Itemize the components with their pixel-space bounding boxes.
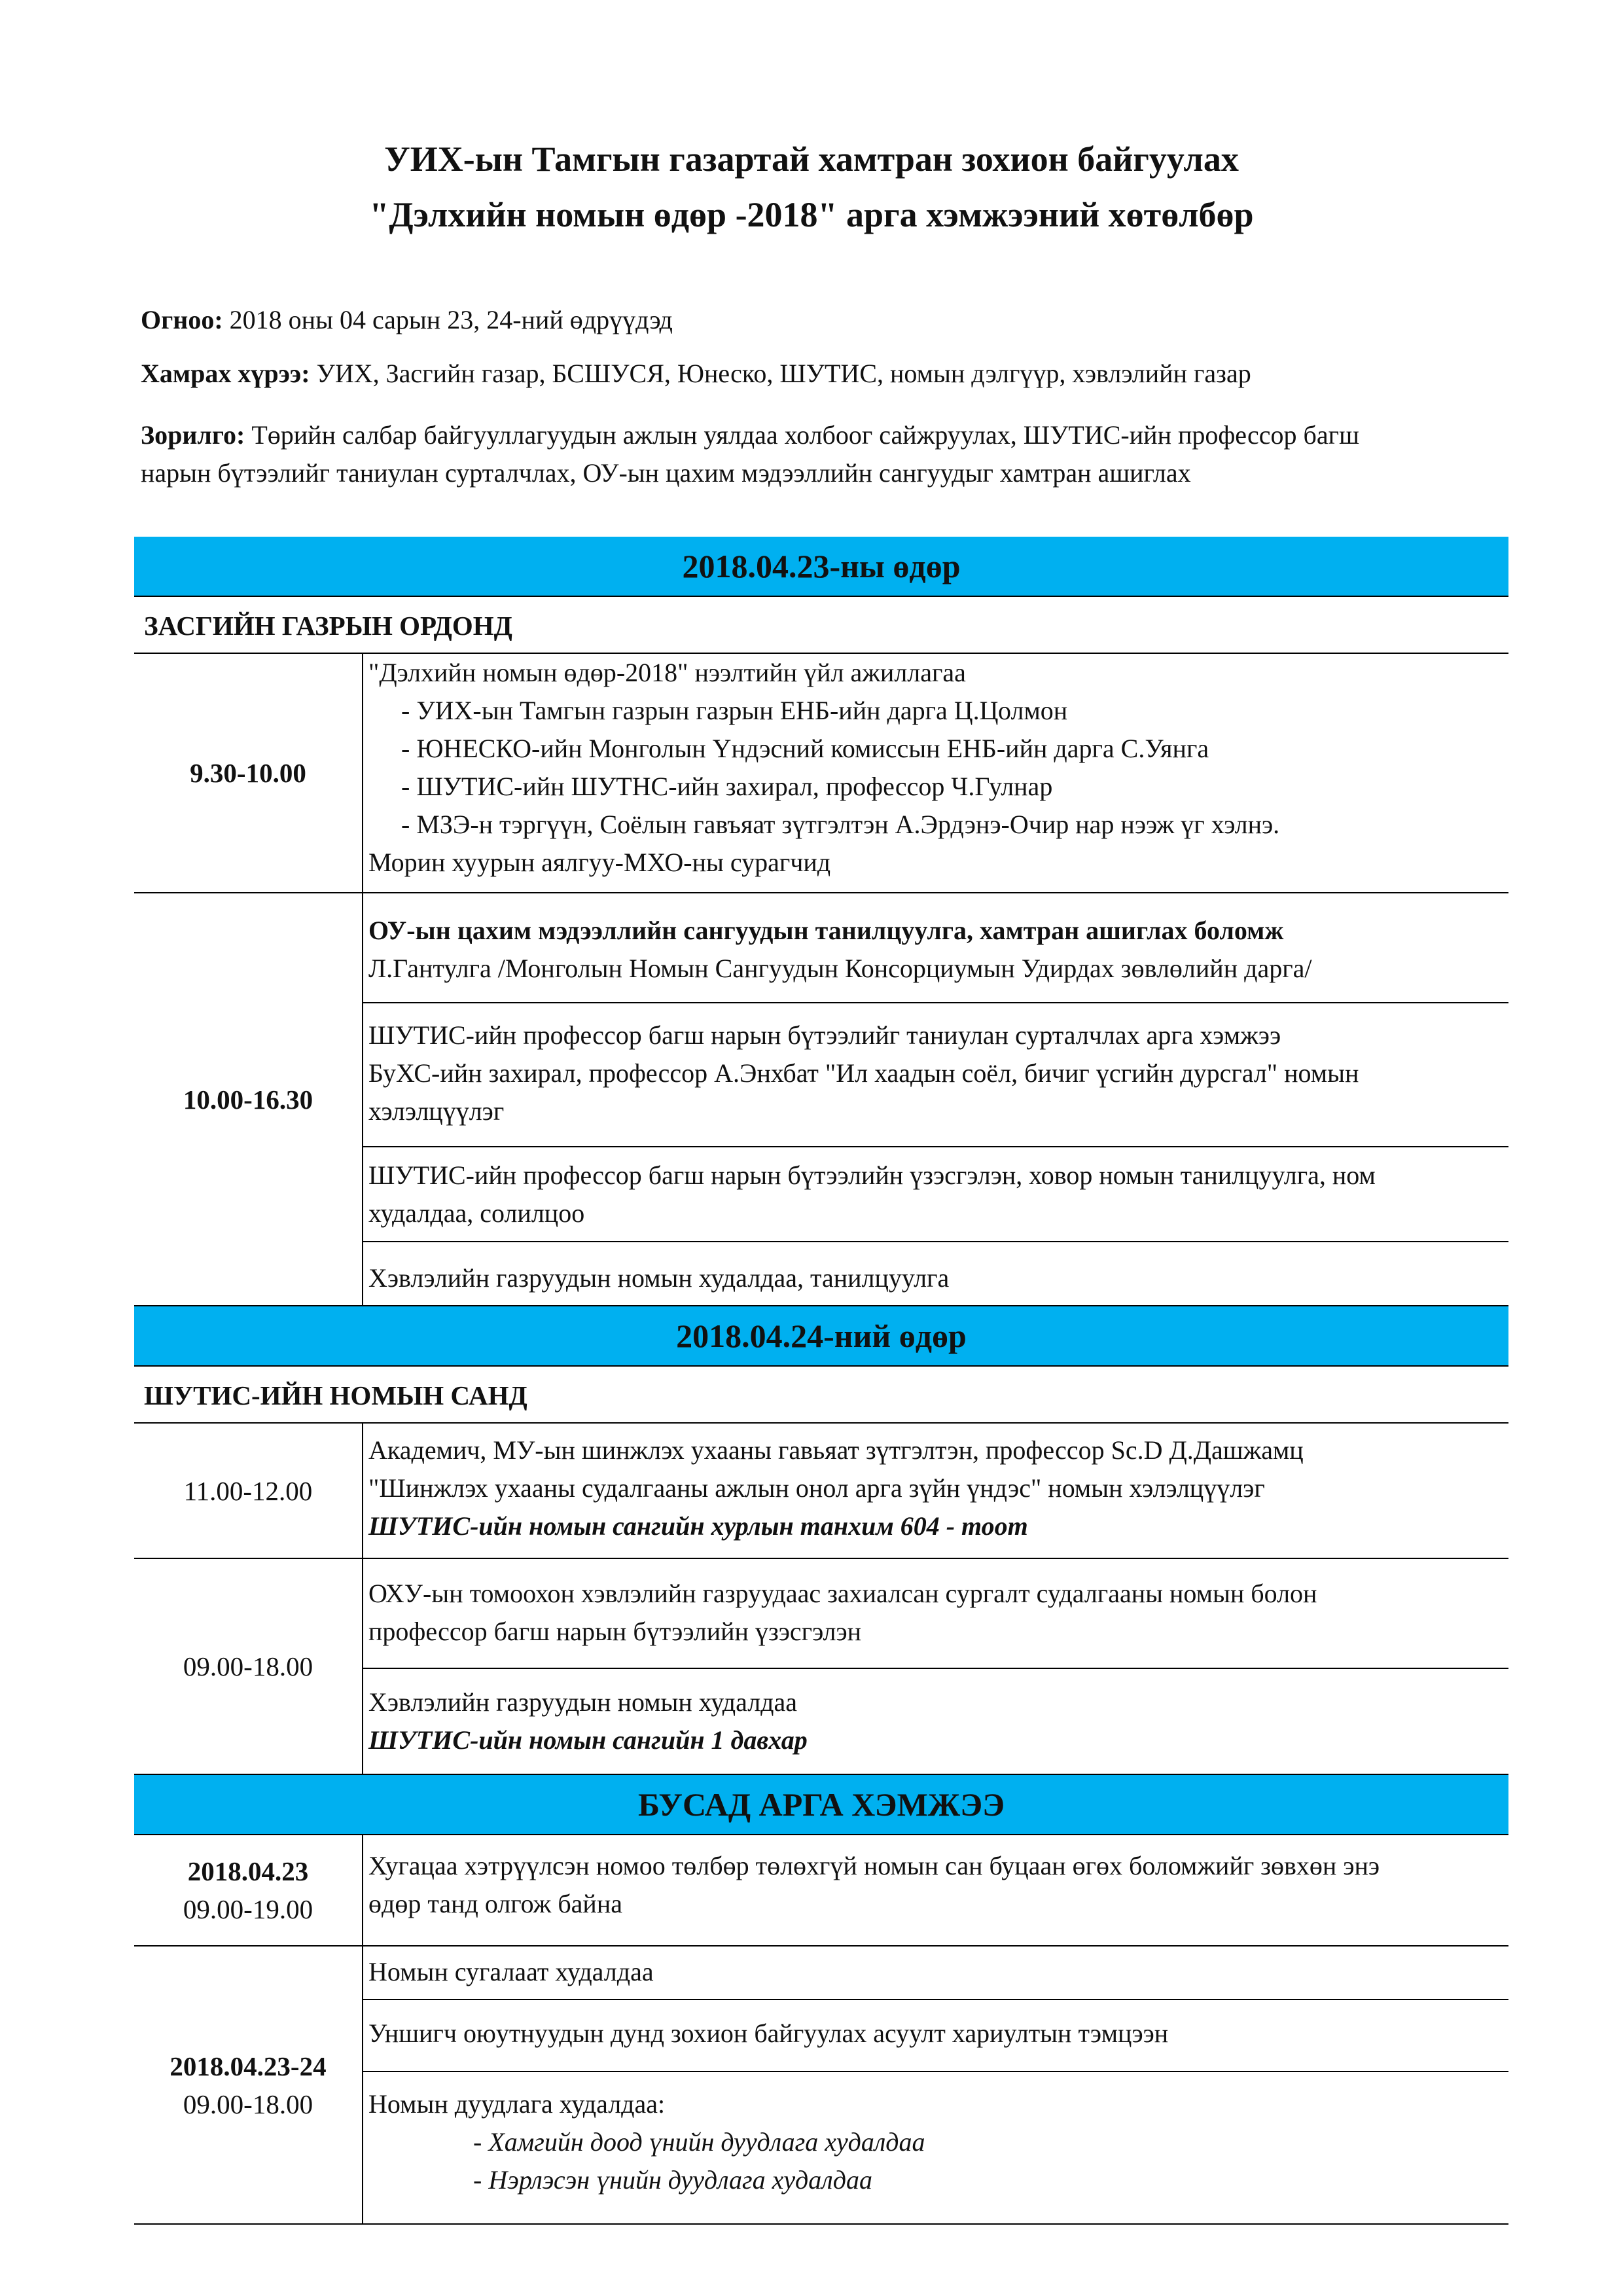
venue-first-floor: ШУТИС-ийн номын сангийн 1 давхар <box>368 1725 808 1755</box>
databases-presenter: Л.Гантулга /Монголын Номын Сангуудын Консорциумын Удирдах зөвлөлийн дарга/ <box>368 954 1312 983</box>
auction-cell <box>363 2072 1508 2223</box>
day1-slot1-time: 9.30-10.00 <box>134 654 363 892</box>
day2-slot1-content <box>363 1424 1508 1549</box>
exhibition-line-1: ШУТИС-ийн профессор багш нарын бүтээлийн үзэсгэлэн, ховор номын танилцуулга, ном <box>368 1160 1376 1190</box>
day2-slot1-row <box>134 1424 1508 1559</box>
databases-title: ОУ-ын цахим мэдээллийн сангуудын танилцуулга, хамтран ашиглах боломж <box>368 916 1284 945</box>
day1-slot2-cell-3 <box>363 1147 1508 1242</box>
scope-label: Хамрах хүрээ: <box>141 359 310 388</box>
opening-title: "Дэлхийн номын өдөр-2018" нээлтийн үйл ажиллагаа <box>368 658 966 687</box>
day1-slot2-cell-2 <box>363 1003 1508 1147</box>
auction-lowest-price: - Хамгийн доод үнийн дуудлага худалдаа <box>473 2127 925 2157</box>
day1-slot2-row <box>134 893 1508 1306</box>
exhibition-line-2: худалдаа, солилцоо <box>368 1198 585 1228</box>
book-sale: Хэвлэлийн газруудын номын худалдаа <box>368 1687 798 1717</box>
other-slot2-cells <box>363 1946 1508 2223</box>
speaker-1: - УИХ-ын Тамгын газрын газрын ЕНБ-ийн дарга Ц.Цолмон <box>401 696 1068 725</box>
goal-value-1: Төрийн салбар байгууллагуудын ажлын уялдаа холбоог сайжруулах, ШУТИС-ийн профессор багш <box>251 420 1359 450</box>
other-band: БУСАД АРГА ХЭМЖЭЭ <box>134 1775 1508 1835</box>
day1-slot2-cell-1 <box>363 893 1508 1003</box>
day1-slot2-time: 10.00-16.30 <box>134 893 363 1305</box>
other-slot2-datetime <box>134 1946 363 2223</box>
auction-title: Номын дуудлага худалдаа: <box>368 2089 666 2119</box>
meta-goal <box>141 416 1508 492</box>
other-slot1-content <box>363 1835 1508 1927</box>
russian-books-line-1: ОХУ-ын томоохон хэвлэлийн газруудаас захиалсан сургалт судалгааны номын болон <box>368 1579 1317 1608</box>
day1-slot1-row <box>134 654 1508 893</box>
day2-slot2-cell-2 <box>363 1669 1508 1774</box>
goal-line-1 <box>141 416 1508 454</box>
lottery-sale: Номын сугалаат худалдаа <box>363 1946 1508 2000</box>
day2-slot1-cells <box>363 1424 1508 1558</box>
day2-location: ШУТИС-ИЙН НОМЫН САНД <box>134 1367 1508 1424</box>
day1-slot2-cells <box>363 893 1508 1305</box>
other-slot1-cells <box>363 1835 1508 1945</box>
day2-slot2-cell-1 <box>363 1559 1508 1669</box>
works-promotion-line-3: хэлэлцүүлэг <box>368 1096 505 1126</box>
day1-slot1-cells <box>363 654 1508 892</box>
academic-speaker: Академич, МУ-ын шинжлэх ухааны гавьяат зүтгэлтэн, профессор Sc.D Д.Дашжамц <box>368 1435 1304 1465</box>
russian-books-line-2: профессор багш нарын бүтээлийн үзэсгэлэн <box>368 1617 862 1646</box>
works-promotion-line-1: ШУТИС-ийн профессор багш нарын бүтээлийг таниулан сурталчлах арга хэмжээ <box>368 1020 1281 1050</box>
day2-slot2-cells <box>363 1559 1508 1774</box>
program-table <box>134 537 1508 2225</box>
day1-slot2-cell-4: Хэвлэлийн газруудын номын худалдаа, танилцуулга <box>368 1263 950 1293</box>
date-label: Огноо: <box>141 305 223 334</box>
amnesty-line-2: өдөр танд олгож байна <box>368 1889 622 1918</box>
title-line-2: "Дэлхийн номын өдөр -2018" арга хэмжээний хөтөлбөр <box>369 195 1254 234</box>
other-slot2-row <box>134 1946 1508 2225</box>
other-slot2-time: 09.00-18.00 <box>183 2089 313 2119</box>
day2-slot2-time: 09.00-18.00 <box>134 1559 363 1774</box>
date-value: 2018 оны 04 сарын 23, 24-ний өдрүүдэд <box>229 305 673 334</box>
other-slot1-datetime <box>134 1835 363 1945</box>
book-discussion: "Шинжлэх ухааны судалгааны ажлын онол арга зүйн үндэс" номын хэлэлцүүлэг <box>368 1473 1265 1503</box>
goal-value-2: нарын бүтээлийг таниулан сурталчлах, ОУ-ын цахим мэдээллийн сангуудыг хамтран ашиглах <box>141 458 1191 488</box>
music-performance: Морин хуурын аялгуу-МХО-ны сурагчид <box>368 848 831 877</box>
other-slot1-date: 2018.04.23 <box>187 1856 309 1886</box>
day2-slot2-row <box>134 1559 1508 1775</box>
speaker-2: - ЮНЕСКО-ийн Монголын Үндэсний комиссын ЕНБ-ийн дарга С.Уянга <box>401 734 1209 763</box>
title-line-1: УИХ-ын Тамгын газартай хамтран зохион байгуулах <box>384 139 1239 179</box>
speaker-4: - МЗЭ-н тэргүүн, Соёлын гавъяат зүтгэлтэн А.Эрдэнэ-Очир нар нээж үг хэлнэ. <box>401 810 1280 839</box>
meta-scope <box>141 355 1508 393</box>
day1-location: ЗАСГИЙН ГАЗРЫН ОРДОНД <box>134 597 1508 654</box>
day1-band: 2018.04.23-ны өдөр <box>134 537 1508 597</box>
auction-nominal-price: - Нэрлэсэн үнийн дуудлага худалдаа <box>473 2165 872 2195</box>
day2-slot1-time: 11.00-12.00 <box>134 1424 363 1558</box>
meta-date <box>141 301 1508 339</box>
other-slot1-time: 09.00-19.00 <box>183 1894 313 1924</box>
amnesty-line-1: Хугацаа хэтрүүлсэн номоо төлбөр төлөхгүй номын сан буцаан өгөх боломжийг зөвхөн энэ <box>368 1851 1380 1880</box>
works-promotion-line-2: БуХС-ийн захирал, профессор А.Энхбат "Ил хаадын соёл, бичиг үсгийн дурсгал" номын <box>368 1058 1359 1088</box>
other-slot2-date: 2018.04.23-24 <box>169 2051 327 2081</box>
day2-band: 2018.04.24-ний өдөр <box>134 1306 1508 1367</box>
day1-slot1-content <box>363 654 1508 886</box>
other-slot1-row <box>134 1835 1508 1946</box>
goal-label: Зорилго: <box>141 420 245 450</box>
scope-value: УИХ, Засгийн газар, БСШУСЯ, Юнеско, ШУТИС, номын дэлгүүр, хэвлэлийн газар <box>316 359 1251 388</box>
quiz-competition: Уншигч оюутнуудын дунд зохион байгуулах асуулт хариултын тэмцээн <box>363 2000 1508 2072</box>
speaker-3: - ШУТИС-ийн ШУТНС-ийн захирал, профессор Ч.Гулнар <box>401 772 1053 801</box>
venue-room-604: ШУТИС-ийн номын сангийн хурлын танхим 604 - тоот <box>368 1511 1028 1541</box>
